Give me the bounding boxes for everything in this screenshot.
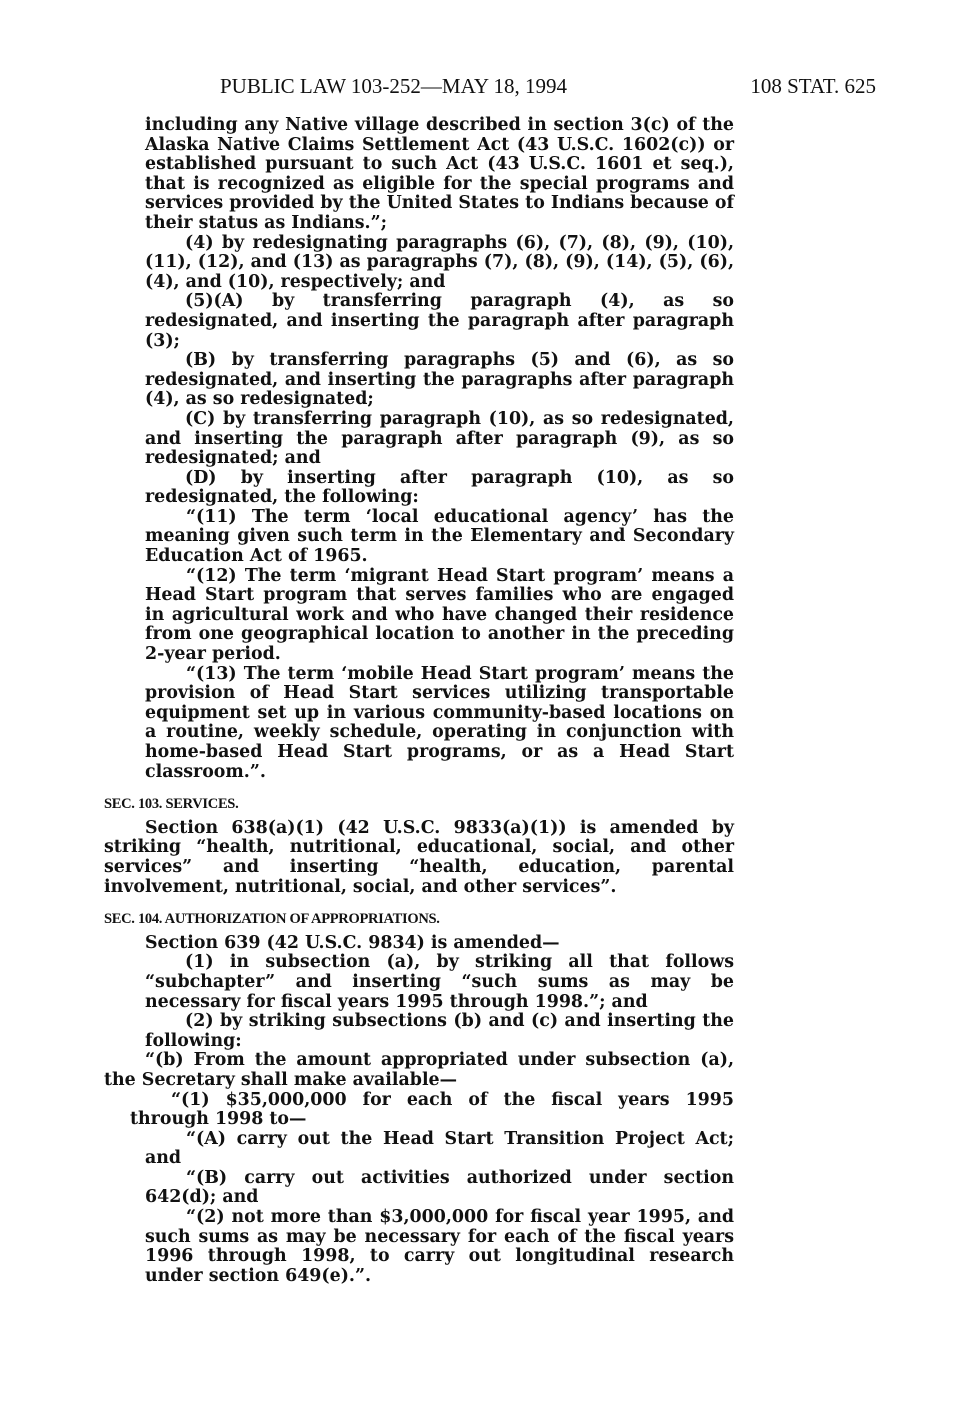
quoted-paragraph: “(2) not more than $3,000,000 for fiscal year 1995, and such sums as may be necessary for each of the fiscal years 1996 through 1998, to carry out longitudinal research under section 649(e).”. [145, 1207, 734, 1286]
quoted-paragraph: “(12) The term ‘migrant Head Start program’ means a Head Start program that serves families who are engaged in agricultural work and who have changed their residence from one geographical location to another in the preceding 2-year period. [145, 565, 734, 665]
quoted-paragraph: “(11) The term ‘local educational agency’ has the meaning given such term in the Elementary and Secondary Education Act of 1965. [145, 506, 734, 567]
paragraph: (C) by transferring paragraph (10), as so redesignated, and inserting the paragraph after paragraph (9), as so redesignated; and [145, 408, 734, 469]
running-header [220, 74, 876, 104]
quoted-paragraph: “(b) From the amount appropriated under subsection (a), the Secretary shall make available— [104, 1050, 734, 1090]
section-heading: SEC. 103. SERVICES. [104, 796, 239, 813]
paragraph: (5)(A) by transferring paragraph (4), as so redesignated, and inserting the paragraph after paragraph (3); [145, 291, 734, 351]
quoted-paragraph: “(13) The term ‘mobile Head Start program’ means the provision of Head Start services utilizing transportable equipment set up in various community-based locations on a routine, weekly schedule, operating in conjunction with home-based Head Start programs, or as a Head Start classroom.”. [145, 663, 734, 782]
document-body [104, 116, 734, 1286]
paragraph: Section 639 (42 U.S.C. 9834) is amended— [145, 932, 560, 953]
header-stat-page: 108 STAT. 625 [750, 74, 876, 98]
header-title: PUBLIC LAW 103-252—MAY 18, 1994 [220, 74, 567, 98]
paragraph: Section 638(a)(1) (42 U.S.C. 9833(a)(1)) is amended by striking “health, nutritional, educational, social, and other services” and inserting “health, education, parental involvement, nutritional, social, and other services”. [104, 817, 734, 897]
paragraph: (B) by transferring paragraphs (5) and (6), as so redesignated, and inserting the paragraphs after paragraph (4), as so redesignated; [145, 350, 734, 410]
paragraph: (1) in subsection (a), by striking all that follows “subchapter” and inserting “such sums as may be necessary for fiscal years 1995 through 1998.”; and [145, 952, 734, 1012]
paragraph: (D) by inserting after paragraph (10), as so redesignated, the following: [145, 467, 734, 508]
paragraph: including any Native village described in section 3(c) of the Alaska Native Claims Settlement Act (43 U.S.C. 1602(c)) or established pursuant to such Act (43 U.S.C. 1601 et seq.), that is recognized as eligible for the special programs and services provided by the United States to Indians because of their status as Indians.”; [145, 115, 734, 233]
quoted-paragraph: “(1) $35,000,000 for each of the fiscal years 1995 through 1998 to— [130, 1089, 734, 1130]
paragraph: (2) by striking subsections (b) and (c) and inserting the following: [145, 1011, 734, 1051]
quoted-paragraph: “(A) carry out the Head Start Transition Project Act; and [145, 1128, 734, 1169]
paragraph: (4) by redesignating paragraphs (6), (7), (8), (9), (10), (11), (12), and (13) as paragraphs (7), (8), (9), (14), (5), (6), (4), and (10), respectively; and [145, 232, 734, 292]
section-heading: SEC. 104. AUTHORIZATION OF APPROPRIATIONS. [104, 911, 440, 928]
quoted-paragraph: “(B) carry out activities authorized under section 642(d); and [145, 1167, 734, 1208]
